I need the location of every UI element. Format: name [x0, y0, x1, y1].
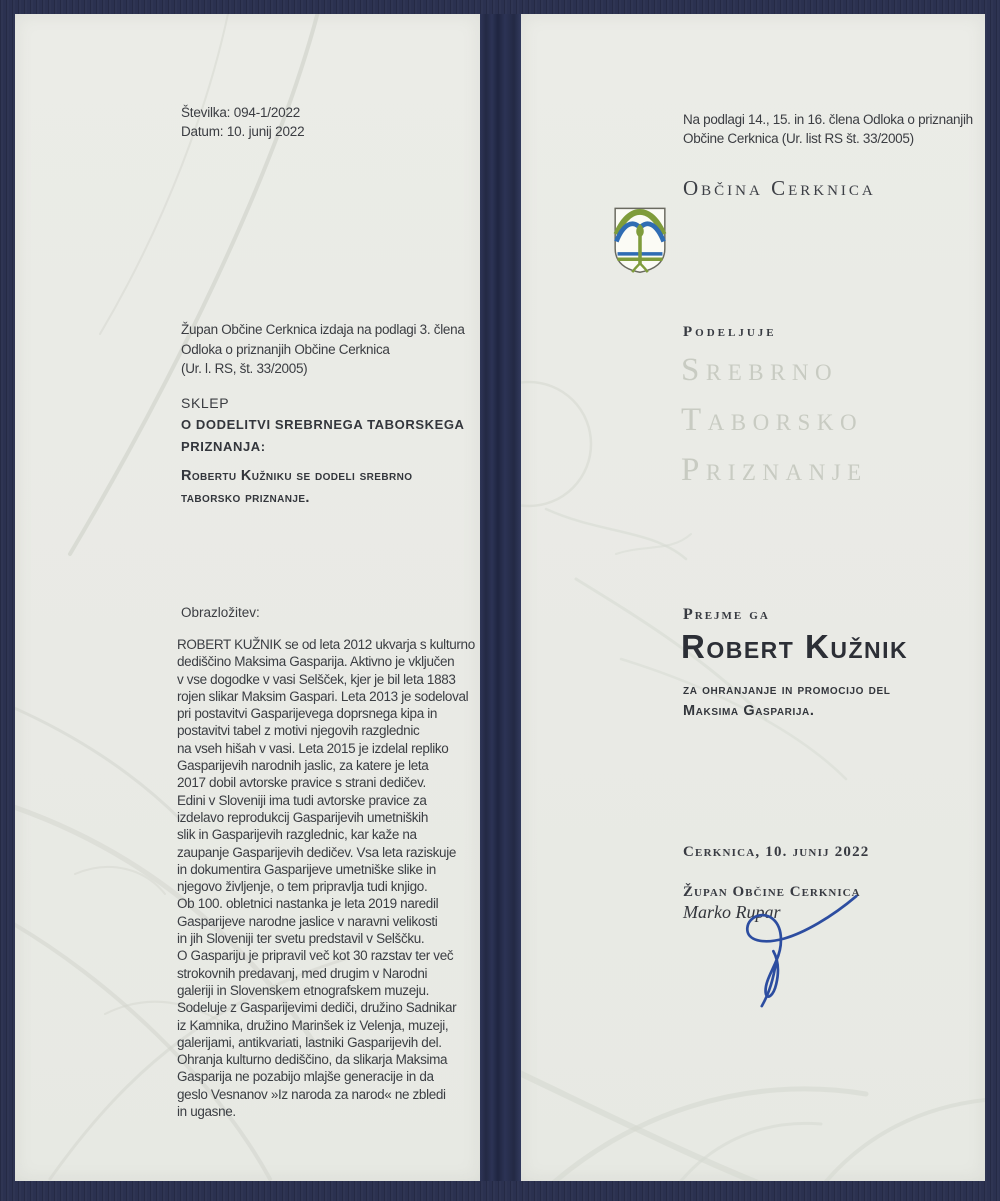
text-line: v vse dogodke v vasi Selšček, kjer je bil leta 1883: [177, 671, 456, 687]
text-line: rojen slikar Maksim Gaspari. Leta 2013 je sodeloval: [177, 688, 469, 704]
document-number-block: [181, 103, 304, 141]
explanation-paragraph: [177, 636, 475, 1120]
legal-basis-left: [181, 320, 465, 379]
text-line: Gasparijeve narodne jaslice v naravni velikosti: [177, 913, 438, 929]
text-line: zaupanje Gasparijevih dedičev. Vsa leta raziskuje: [177, 844, 457, 860]
text-line: Na podlagi 14., 15. in 16. člena Odloka o priznanjih: [683, 112, 973, 127]
text-line: Ohranja kulturno dediščino, da slikarja Maksima: [177, 1052, 448, 1068]
text-line: dediščino Maksima Gasparija. Aktivno je vključen: [177, 654, 455, 670]
decision-title: SKLEP: [181, 395, 230, 411]
grants-label: Podeljuje: [683, 324, 777, 340]
text-line: Robertu Kužniku se dodeli srebrno: [181, 468, 413, 484]
text-line: Priznanje: [681, 452, 868, 488]
text-line: Srebrno: [681, 352, 839, 388]
text-line: taborsko priznanje.: [181, 489, 310, 506]
text-line: in ugasne.: [177, 1104, 236, 1120]
text-line: Edini v Sloveniji ima tudi avtorske pravice za: [177, 792, 427, 808]
text-line: Župan Občine Cerknica izdaja na podlagi 3. člena: [181, 322, 465, 337]
text-line: Taborsko: [681, 402, 864, 438]
text-line: Ob 100. obletnici nastanka je leta 2019 naredil: [177, 896, 439, 912]
text-line: iz Kamnika, družino Marinšek iz Velenja, muzeji,: [177, 1017, 449, 1033]
place-and-date: Cerknica, 10. junij 2022: [683, 844, 870, 860]
municipality-name: Občina Cerknica: [683, 176, 876, 200]
text-line: pri postavitvi Gasparijevega doprsnega kipa in: [177, 706, 438, 722]
text-line: strokovnih predavanj, med drugim v Narodni: [177, 965, 428, 981]
decision-subject: [181, 414, 465, 457]
text-line: 2017 dobil avtorske pravice s strani dedičev.: [177, 775, 426, 791]
text-line: postavitvi tabel z motivi njegovih razglednic: [177, 723, 420, 739]
text-line: geslo Vesnanov »Iz naroda za narod« ne zbledi: [177, 1086, 446, 1102]
decision-page: [15, 14, 480, 1181]
decision-statement: [181, 466, 412, 509]
text-line: Sodeluje z Gasparijevimi dediči, družino Sadnikar: [177, 1000, 457, 1016]
text-line: (Ur. l. RS, št. 33/2005): [181, 361, 308, 376]
text-line: ROBERT KUŽNIK se od leta 2012 ukvarja s kulturno: [177, 637, 475, 652]
mayor-signature-icon: [729, 888, 864, 1023]
text-line: in dokumentira Gasparijeve umetniške slike in: [177, 861, 436, 877]
recipient-label: Prejme ga: [683, 606, 770, 623]
folder-spine: [478, 14, 521, 1181]
text-line: Gasparijevih narodnih jaslic, za katere je leta: [177, 758, 429, 774]
cerknica-coat-of-arms-icon: [610, 206, 670, 274]
text-line: Občine Cerknica (Ur. list RS št. 33/2005): [683, 131, 914, 146]
text-line: Maksima Gasparija.: [683, 702, 815, 719]
text-line: in jih Sloveniji ter svetu predstavil v Selščku.: [177, 931, 425, 947]
document-number: Številka: 094-1/2022: [181, 105, 301, 120]
document-date: Datum: 10. junij 2022: [181, 124, 305, 139]
text-line: Gasparija ne pozabijo mlajše generacije in da: [177, 1069, 434, 1085]
text-line: O DODELITVI SREBRNEGA TABORSKEGA: [181, 417, 465, 432]
text-line: na vseh hišah v vasi. Leta 2015 je izdelal repliko: [177, 740, 449, 756]
signer-name: Marko Rupar: [683, 902, 781, 922]
text-line: PRIZNANJA:: [181, 438, 266, 454]
text-line: slik in Gasparijevih razglednic, kar kaže na: [177, 827, 417, 843]
award-title: [681, 352, 868, 502]
explanation-label: Obrazložitev:: [181, 605, 260, 620]
text-line: Odloka o priznanjih Občine Cerknica: [181, 341, 390, 357]
text-line: galeriji in Slovenskem etnografskem muzeju.: [177, 982, 430, 998]
recipient-name: Robert Kužnik: [681, 628, 909, 665]
legal-basis-right: [683, 110, 973, 148]
text-line: njegovo življenje, o tem pripravlja tudi knjigo.: [177, 879, 428, 895]
text-line: za ohranjanje in promocijo del: [683, 682, 891, 698]
text-line: izdelavo reprodukcij Gasparijevih umetniških: [177, 809, 428, 825]
award-page: [521, 14, 985, 1181]
award-dedication: [683, 680, 890, 721]
text-line: galerijami, antikvariati, lastniki Gasparijevih del.: [177, 1034, 442, 1050]
text-line: O Gaspariju je pripravil več kot 30 razstav ter več: [177, 948, 454, 964]
signer-title: Župan Občine Cerknica: [683, 884, 861, 900]
